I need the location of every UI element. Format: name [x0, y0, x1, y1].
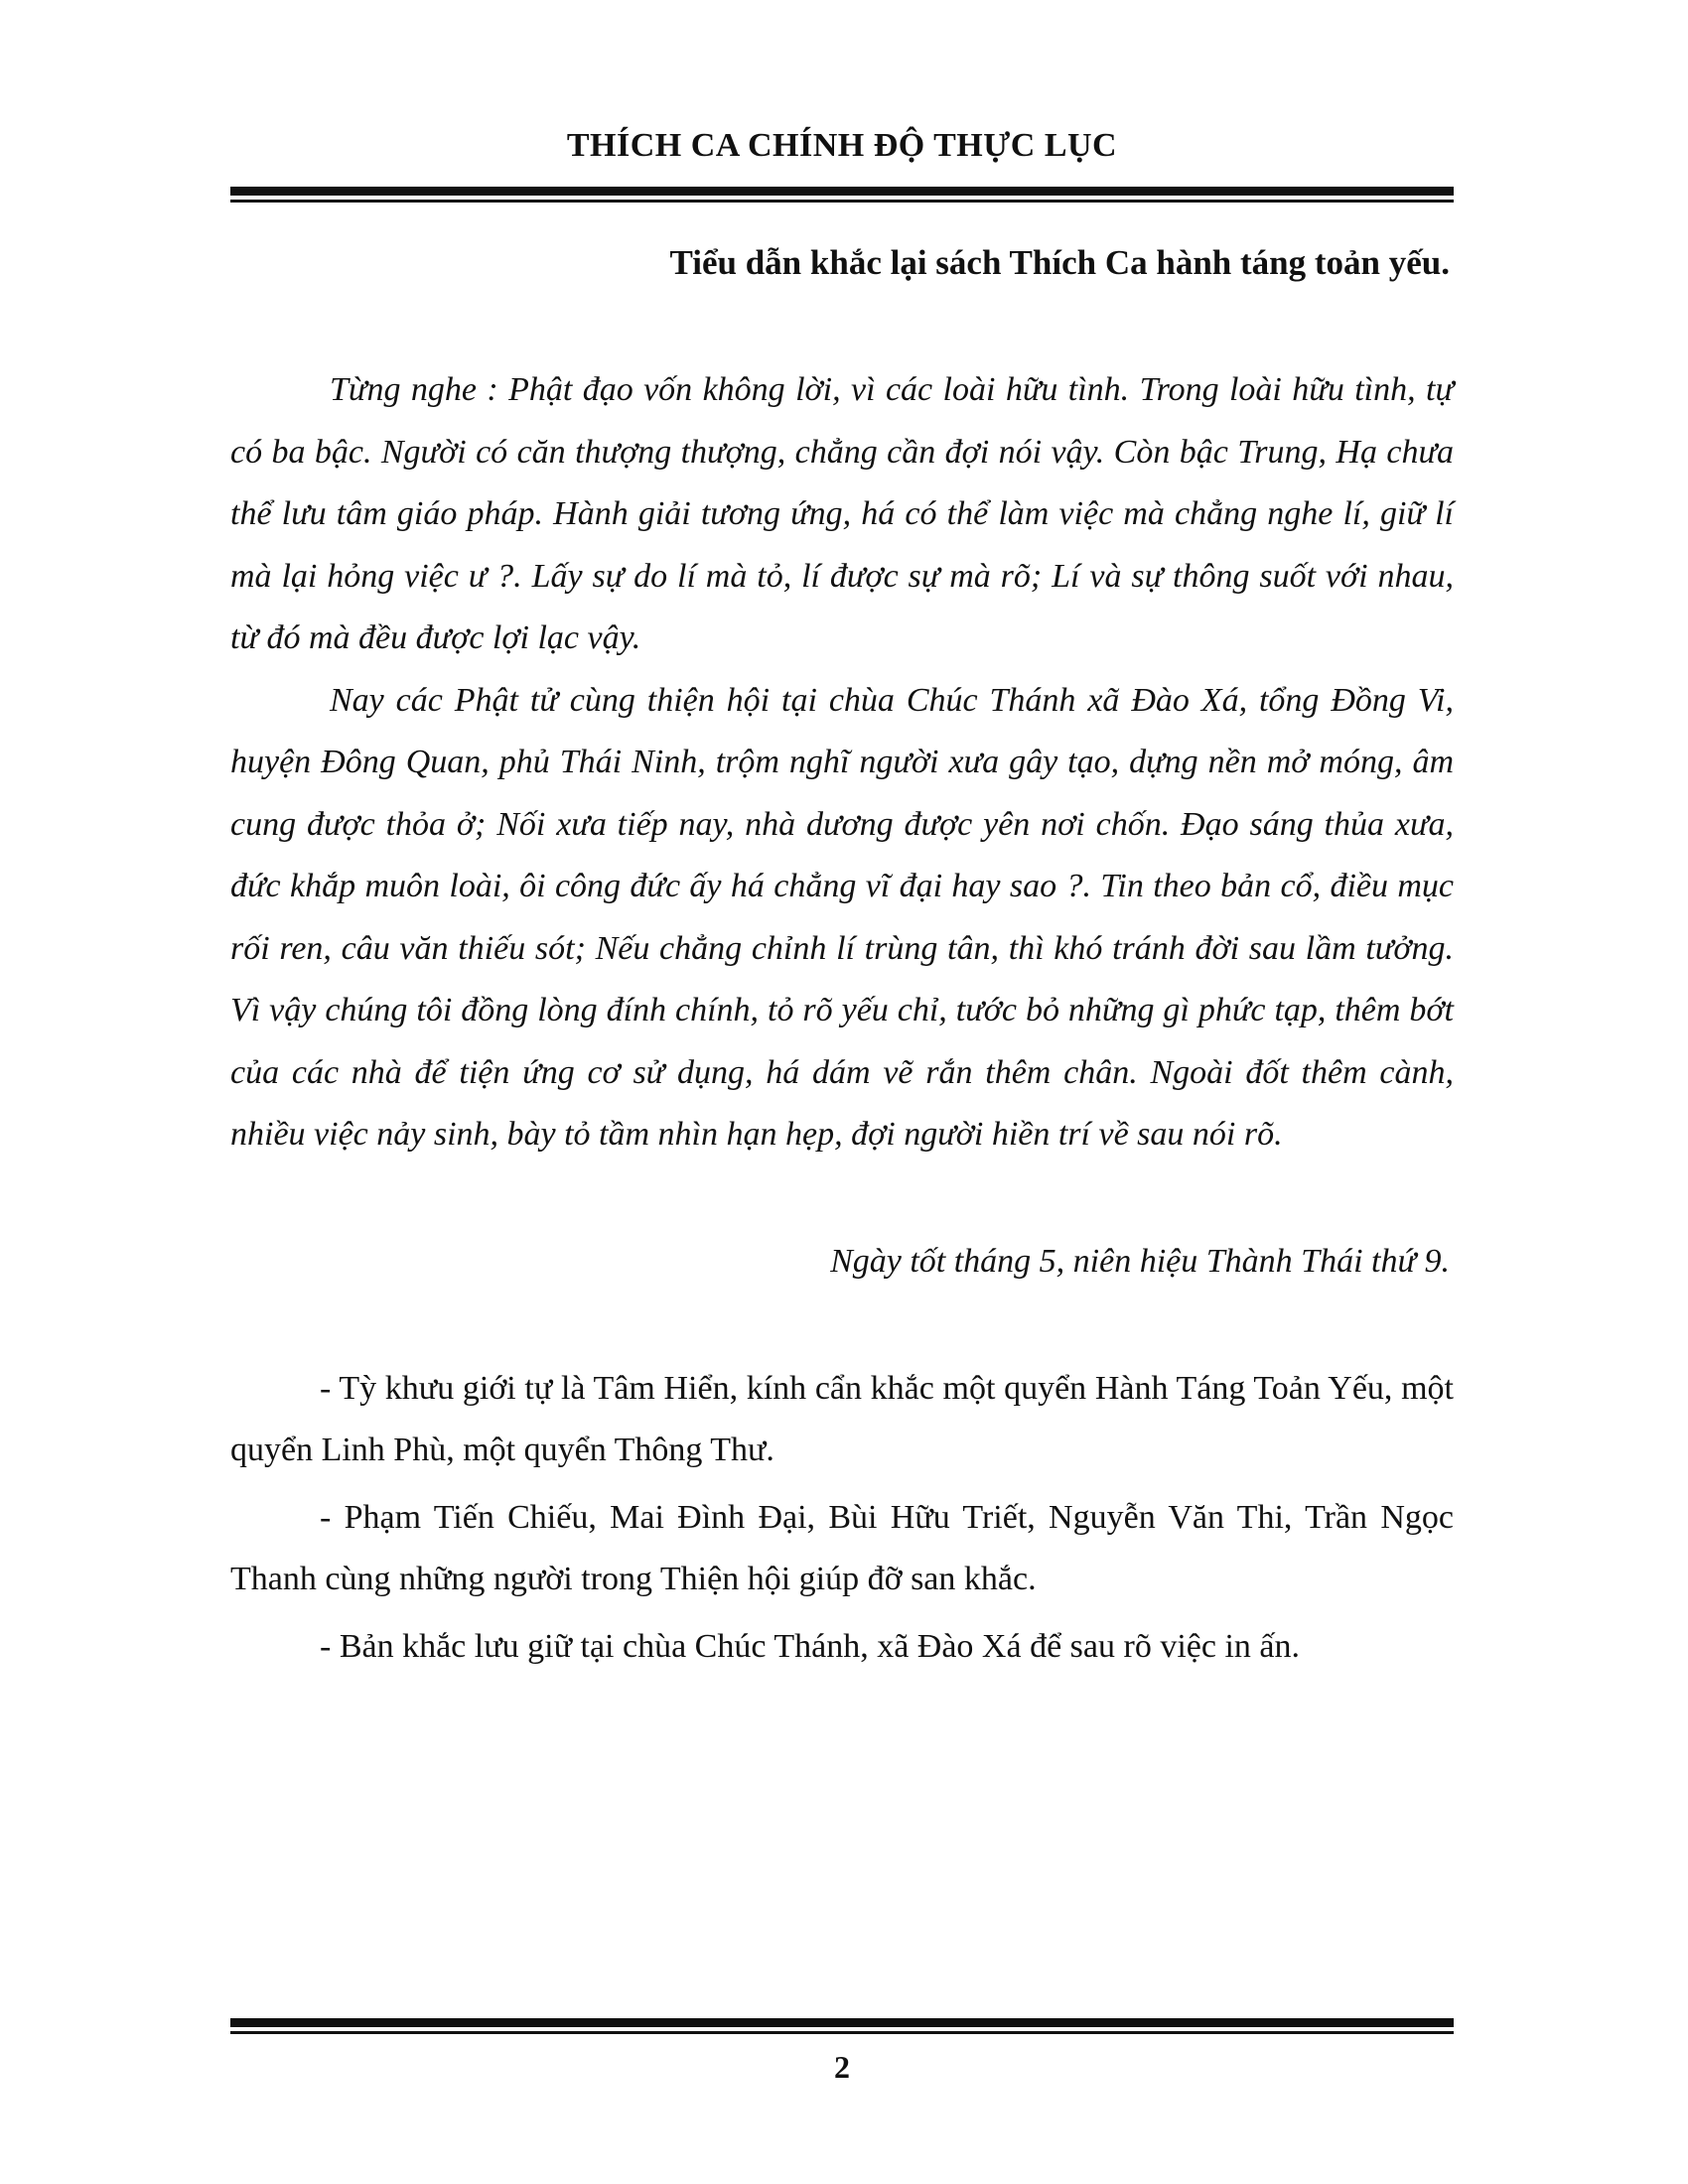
- running-header-title: THÍCH CA CHÍNH ĐỘ THỰC LỤC: [566, 127, 1118, 164]
- colophon-note: - Phạm Tiến Chiếu, Mai Đình Đại, Bùi Hữu Triết, Nguyễn Văn Thi, Trần Ngọc Thanh cùng những người trong Thiện hội giúp đỡ san khắc.: [230, 1499, 1454, 1597]
- preface-paragraph: Từng nghe : Phật đạo vốn không lời, vì các loài hữu tình. Trong loài hữu tình, tự có ba bậc. Người có căn thượng thượng, chẳng cần đợi nói vậy. Còn bậc Trung, Hạ chưa thể lưu tâm giáo pháp. Hành giải tương ứng, há có thể làm việc mà chẳng nghe lí, giữ lí mà lại hỏng việc ư ?. Lấy sự do lí mà tỏ, lí được sự mà rõ; Lí và sự thông suốt với nhau, từ đó mà đều được lợi lạc vậy.: [230, 371, 1454, 656]
- page-number: 2: [834, 2049, 850, 2085]
- colophon-note: - Tỳ khưu giới tự là Tâm Hiển, kính cẩn khắc một quyển Hành Táng Toản Yếu, một quyển Linh Phù, một quyển Thông Thư.: [230, 1370, 1454, 1468]
- footer-rule: [230, 2018, 1454, 2034]
- section-title: Tiểu dẫn khắc lại sách Thích Ca hành táng toản yếu.: [669, 243, 1450, 282]
- preface-body: [230, 359, 1454, 1166]
- preface-date: Ngày tốt tháng 5, niên hiệu Thành Thái thứ 9.: [830, 1243, 1450, 1280]
- colophon-notes: [230, 1358, 1454, 1684]
- header-rule: [230, 187, 1454, 203]
- preface-paragraph: Nay các Phật tử cùng thiện hội tại chùa Chúc Thánh xã Đào Xá, tổng Đồng Vi, huyện Đông Quan, phủ Thái Ninh, trộm nghĩ người xưa gây tạo, dựng nền mở móng, âm cung được thỏa ở; Nối xưa tiếp nay, nhà dương được yên nơi chốn. Đạo sáng thủa xưa, đức khắp muôn loài, ôi công đức ấy há chẳng vĩ đại hay sao ?. Tin theo bản cổ, điều mục rối ren, câu văn thiếu sót; Nếu chẳng chỉnh lí trùng tân, thì khó tránh đời sau lầm tưởng. Vì vậy chúng tôi đồng lòng đính chính, tỏ rõ yếu chỉ, tước bỏ những gì phức tạp, thêm bớt của các nhà để tiện ứng cơ sử dụng, há dám vẽ rắn thêm chân. Ngoài đốt thêm cành, nhiều việc nảy sinh, bày tỏ tầm nhìn hạn hẹp, đợi người hiền trí về sau nói rõ.: [230, 681, 1454, 1153]
- colophon-note: - Bản khắc lưu giữ tại chùa Chúc Thánh, xã Đào Xá để sau rõ việc in ấn.: [320, 1628, 1300, 1665]
